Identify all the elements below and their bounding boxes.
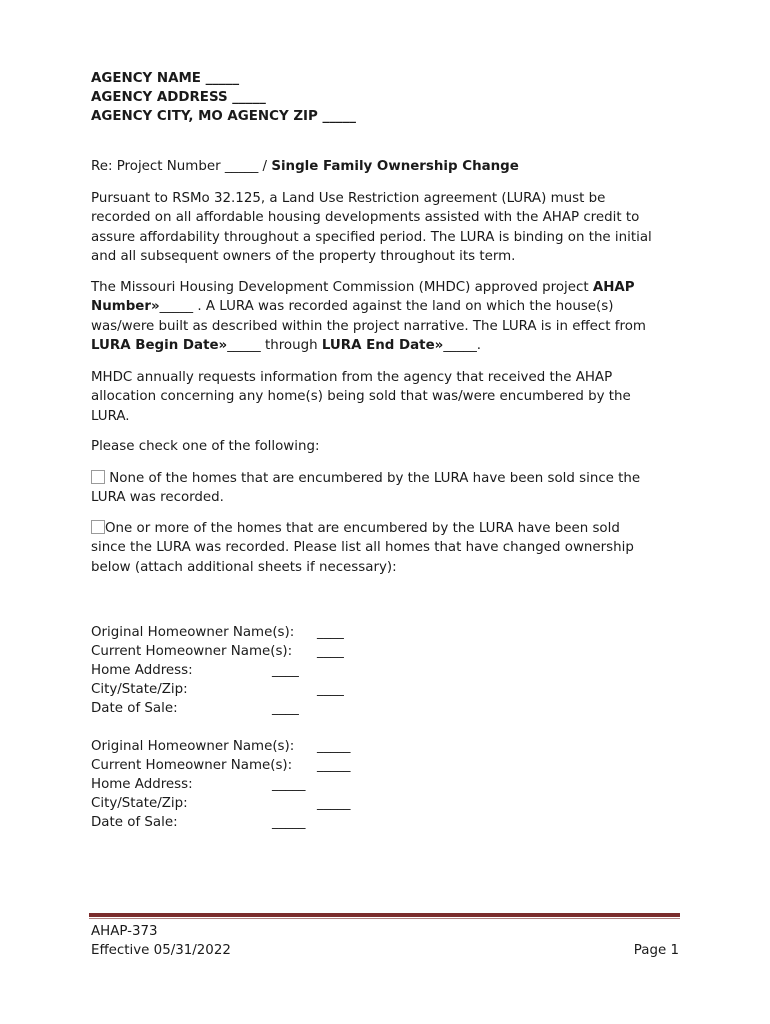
footer-divider [89, 913, 680, 917]
paragraph-line: was/were built as described within the project narrative. The LURA is in effect from [91, 318, 646, 334]
lura-end-label: LURA End Date» [321, 337, 444, 353]
current-owner-label: Current Homeowner Name(s): [91, 758, 293, 773]
home-address-label: Home Address: [91, 663, 193, 678]
effective-date: Effective 05/31/2022 [91, 943, 231, 958]
checkbox-some-sold[interactable] [91, 520, 105, 534]
ahap-number-label: Number» [91, 299, 160, 315]
re-title: Single Family Ownership Change [271, 159, 519, 174]
paragraph-line: recorded on all affordable housing developments assisted with the AHAP credit to [91, 210, 640, 226]
re-prefix: Re: Project Number _____ / [91, 159, 272, 174]
checkbox-none-sold[interactable] [91, 470, 105, 484]
option-label: LURA was recorded. [91, 490, 224, 506]
agency-city: AGENCY CITY, MO AGENCY ZIP _____ [91, 109, 356, 124]
option-label: below (attach additional sheets if necessary): [91, 559, 397, 575]
date-of-sale-field[interactable]: ____ [272, 701, 299, 716]
city-state-zip-field[interactable]: _____ [317, 796, 351, 811]
page-number: Page 1 [633, 943, 679, 958]
paragraph-line: assure affordability throughout a specified period. The LURA is binding on the initial [91, 229, 652, 245]
option-label: One or more of the homes that are encumbered by the LURA have been sold [105, 521, 620, 536]
footer-divider-thin [89, 918, 680, 919]
original-owner-label: Original Homeowner Name(s): [91, 625, 295, 640]
paragraph-line: allocation concerning any home(s) being sold that was/were encumbered by the [91, 389, 631, 405]
current-owner-field[interactable]: ____ [317, 644, 344, 659]
form-id: AHAP-373 [91, 924, 158, 939]
option-none-sold [91, 469, 681, 508]
paragraph-annual-request [91, 368, 681, 426]
original-owner-field[interactable]: _____ [317, 739, 351, 754]
home-address-field[interactable]: ____ [272, 663, 299, 678]
current-owner-label: Current Homeowner Name(s): [91, 644, 293, 659]
paragraph-line: and all subsequent owners of the property throughout its term. [91, 248, 516, 264]
paragraph-line: MHDC annually requests information from the agency that received the AHAP [91, 370, 613, 385]
paragraph-lura-requirement [91, 189, 681, 266]
date-of-sale-label: Date of Sale: [91, 701, 178, 716]
paragraph-line: Pursuant to RSMo 32.125, a Land Use Restriction agreement (LURA) must be [91, 191, 606, 206]
option-some-sold [91, 519, 681, 577]
date-of-sale-field[interactable]: _____ [272, 815, 306, 830]
agency-name: AGENCY NAME _____ [91, 71, 240, 86]
option-label: since the LURA was recorded. Please list all homes that have changed ownership [91, 540, 634, 556]
current-owner-field[interactable]: _____ [317, 758, 351, 773]
paragraph-line: LURA. [91, 408, 130, 424]
paragraph-line: Number»_____ . A LURA was recorded against the land on which the house(s) [91, 299, 614, 315]
city-state-zip-label: City/State/Zip: [91, 682, 188, 697]
check-instruction: Please check one of the following: [91, 439, 320, 454]
home-address-label: Home Address: [91, 777, 193, 792]
agency-address: AGENCY ADDRESS _____ [91, 90, 266, 105]
option-label: None of the homes that are encumbered by the LURA have been sold since the [109, 471, 641, 486]
paragraph-line: The Missouri Housing Development Commission (MHDC) approved project AHAP [91, 280, 635, 295]
paragraph-line: LURA Begin Date»_____ through LURA End Date»_____. [91, 337, 482, 353]
original-owner-field[interactable]: ____ [317, 625, 344, 640]
original-owner-label: Original Homeowner Name(s): [91, 739, 295, 754]
lura-begin-label: LURA Begin Date» [91, 337, 228, 353]
city-state-zip-label: City/State/Zip: [91, 796, 188, 811]
re-line [91, 157, 519, 176]
date-of-sale-label: Date of Sale: [91, 815, 178, 830]
paragraph-project-approval [91, 278, 681, 355]
city-state-zip-field[interactable]: ____ [317, 682, 344, 697]
home-address-field[interactable]: _____ [272, 777, 306, 792]
ahap-field-label: AHAP [592, 280, 635, 295]
